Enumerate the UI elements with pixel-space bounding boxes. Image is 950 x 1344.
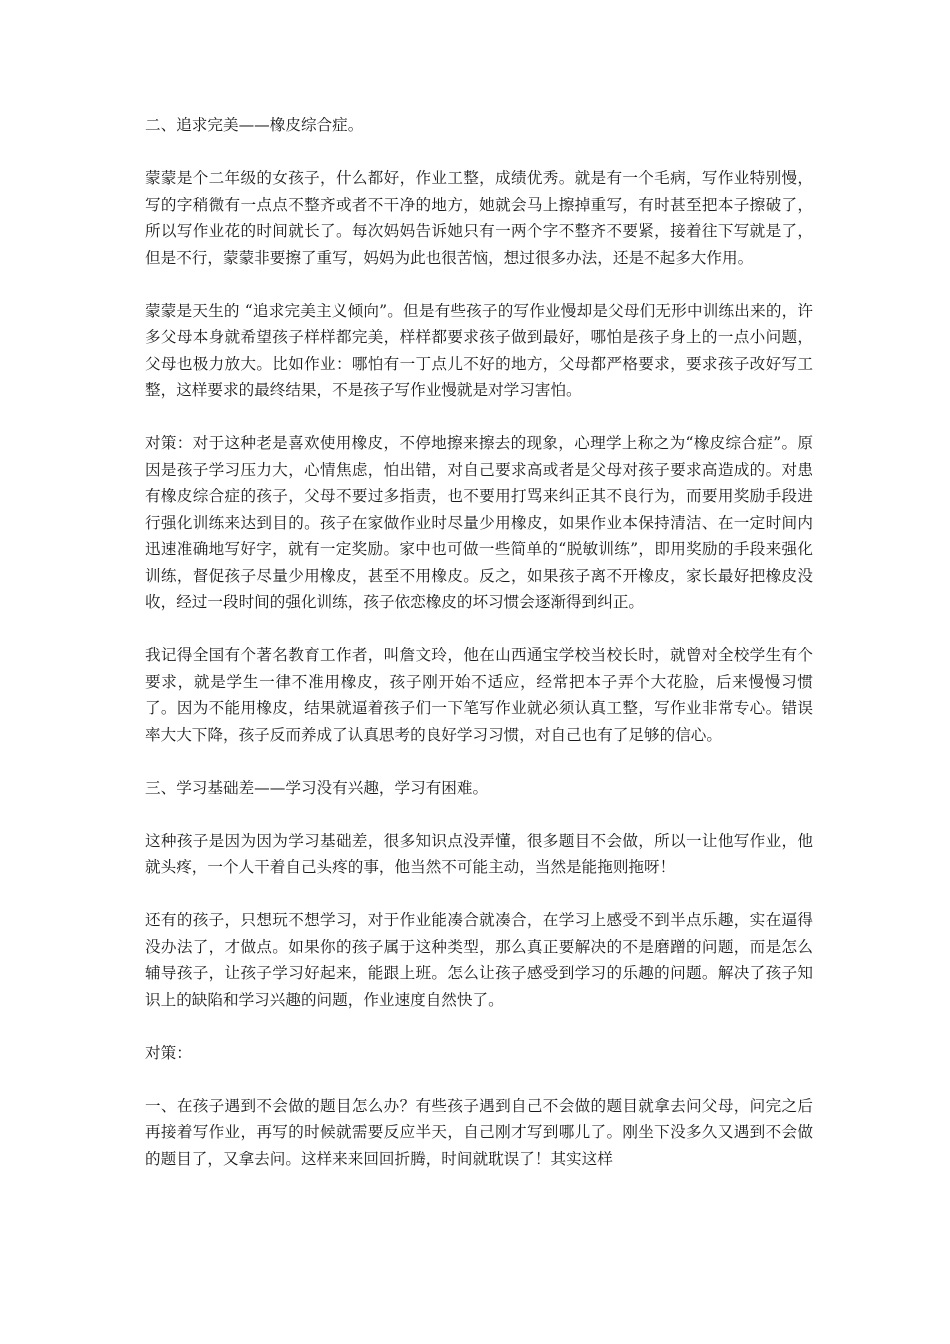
section-heading-weak-foundation: 三、学习基础差——学习没有兴趣，学习有困难。 xyxy=(145,778,489,797)
document-page xyxy=(145,112,813,1172)
section-heading-perfectionism: 二、追求完美——橡皮综合症。 xyxy=(145,116,364,134)
paragraph-educator-example: 我记得全国有个著名教育工作者，叫詹文玲，他在山西通宝学校当校长时，就曾对全校学生有个要求，就是学生一律不准用橡皮，孩子刚开始不适应，经常把本子弄个大花脸，后来慢慢习惯了。因为不能用橡皮，结果就逼着孩子们一下笔写作业就必须认真工整，写作业非常专心。错误率大大下降，孩子反而养成了认真思考的良好学习习惯，对自己也有了足够的信心。 xyxy=(145,646,813,744)
paragraph-no-interest: 还有的孩子，只想玩不想学习，对于作业能凑合就凑合，在学习上感受不到半点乐趣，实在逼得没办法了，才做点。如果你的孩子属于这种类型，那么真正要解决的不是磨蹭的问题，而是怎么辅导孩子，让孩子学习好起来，能跟上班。怎么让孩子感受到学习的乐趣的问题。解决了孩子知识上的缺陷和学习兴趣的问题，作业速度自然快了。 xyxy=(145,911,813,1009)
paragraph-perfectionism-cause: 蒙蒙是天生的 “追求完美主义倾向”。但是有些孩子的写作业慢却是父母们无形中训练出来的，许多父母本身就希望孩子样样都完美，样样都要求孩子做到最好，哪怕是孩子身上的一点小问题，父母也极力放大。比如作业：哪怕有一丁点儿不好的地方，父母都严格要求，要求孩子改好写工整，这样要求的最终结果，不是孩子写作业慢就是对学习害怕。 xyxy=(145,301,813,399)
paragraph-mengmeng-story: 蒙蒙是个二年级的女孩子，什么都好，作业工整，成绩优秀。就是有一个毛病，写作业特别慢，写的字稍微有一点点不整齐或者不干净的地方，她就会马上擦掉重写，有时甚至把本子擦破了，所以写作业花的时间就长了。每次妈妈告诉她只有一两个字不整齐不要紧，接着往下写就是了，但是不行，蒙蒙非要擦了重写，妈妈为此也很苦恼，想过很多办法，还是不起多大作用。 xyxy=(145,169,813,267)
paragraph-eraser-strategy: 对策：对于这种老是喜欢使用橡皮，不停地擦来擦去的现象，心理学上称之为“橡皮综合症”。原因是孩子学习压力大，心情焦虑，怕出错，对自己要求高或者是父母对孩子要求高造成的。对患有橡皮综合症的孩子，父母不要过多指责，也不要用打骂来纠正其不良行为，而要用奖励手段进行强化训练来达到目的。孩子在家做作业时尽量少用橡皮，如果作业本保持清洁、在一定时间内迅速准确地写好字，就有一定奖励。家中也可做一些简单的“脱敏训练”，即用奖励的手段来强化训练，督促孩子尽量少用橡皮，甚至不用橡皮。反之，如果孩子离不开橡皮，家长最好把橡皮没收，经过一段时间的强化训练，孩子依恋橡皮的坏习惯会逐渐得到纠正。 xyxy=(145,434,813,611)
paragraph-strategy-one: 一、在孩子遇到不会做的题目怎么办？有些孩子遇到自己不会做的题目就拿去问父母，问完之后再接着写作业，再写的时候就需要反应半天，自己刚才写到哪儿了。刚坐下没多久又遇到不会做的题目了，又拿去问。这样来来回回折腾，时间就耽误了！其实这样 xyxy=(145,1096,813,1168)
paragraph-weak-foundation: 这种孩子是因为因为学习基础差，很多知识点没弄懂，很多题目不会做，所以一让他写作业，他就头疼，一个人干着自己头疼的事，他当然不可能主动，当然是能拖则拖呀！ xyxy=(145,831,813,876)
paragraph-strategy-label: 对策： xyxy=(145,1043,192,1062)
